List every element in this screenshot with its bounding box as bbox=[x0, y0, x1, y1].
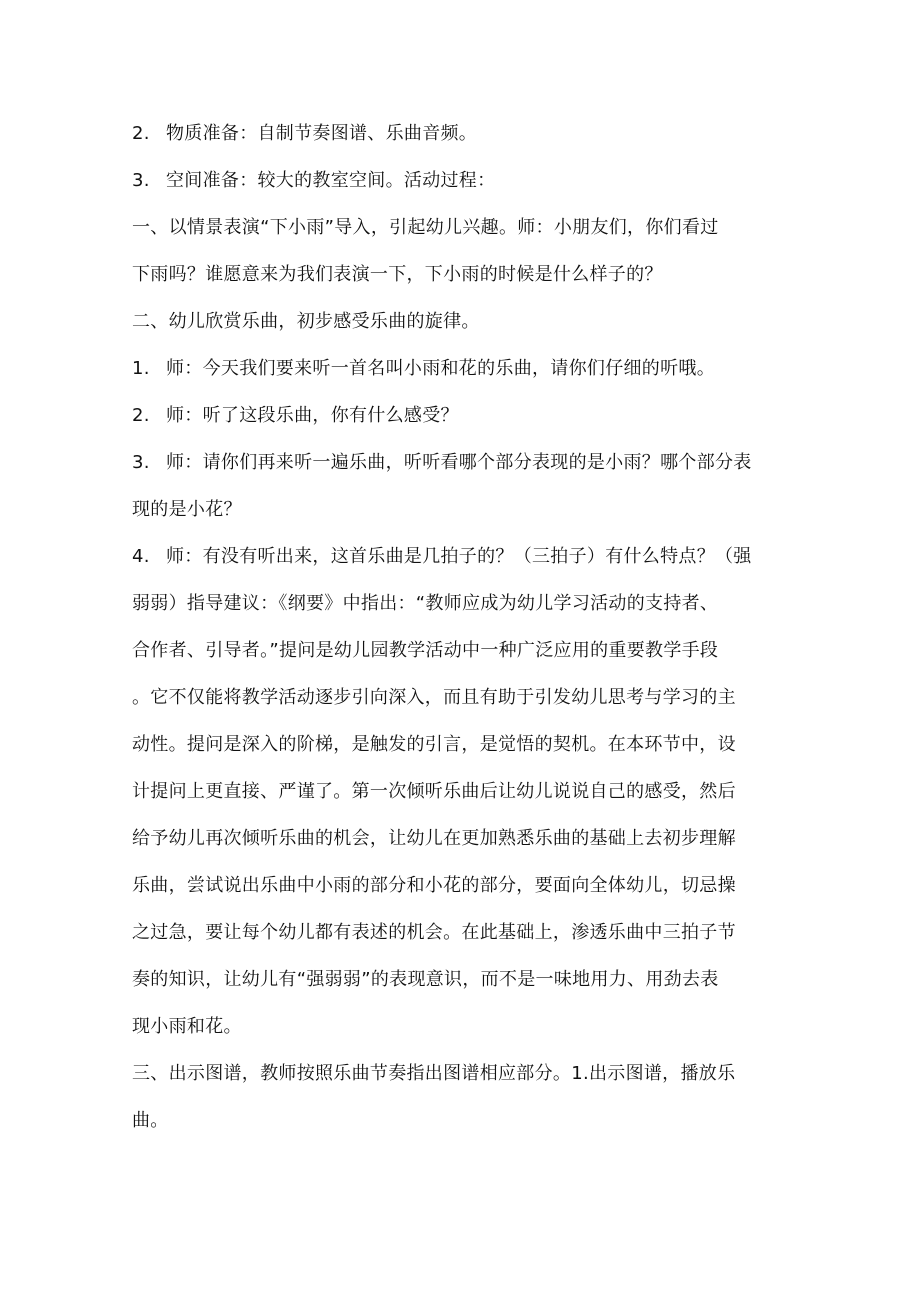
text-line bbox=[132, 404, 787, 428]
text-line bbox=[132, 122, 787, 146]
text-line bbox=[132, 1109, 787, 1133]
item-number: 2. bbox=[132, 123, 150, 144]
line-text: 动性。提问是深入的阶梯，是触发的引言，是觉悟的契机。在本环节中，设 bbox=[132, 734, 736, 755]
text-line bbox=[132, 545, 787, 569]
line-text: 师：听了这段乐曲，你有什么感受？ bbox=[166, 405, 459, 426]
item-number: 2. bbox=[132, 405, 150, 426]
line-text: 曲。 bbox=[132, 1110, 169, 1131]
text-line bbox=[132, 263, 787, 287]
line-text: 二、幼儿欣赏乐曲，初步感受乐曲的旋律。 bbox=[132, 311, 480, 332]
line-text: 弱弱）指导建议：《纲要》中指出：“教师应成为幼儿学习活动的支持者、 bbox=[132, 593, 719, 614]
text-line bbox=[132, 780, 787, 804]
item-number: 3. bbox=[132, 170, 150, 191]
line-text: 现小雨和花。 bbox=[132, 1016, 242, 1037]
text-line bbox=[132, 592, 787, 616]
document-body bbox=[132, 122, 787, 1156]
line-text: 计提问上更直接、严谨了。第一次倾听乐曲后让幼儿说说自己的感受，然后 bbox=[132, 781, 736, 802]
text-line bbox=[132, 639, 787, 663]
line-text: 师：请你们再来听一遍乐曲，听听看哪个部分表现的是小雨？哪个部分表 bbox=[166, 452, 752, 473]
text-line bbox=[132, 827, 787, 851]
text-line bbox=[132, 451, 787, 475]
text-line bbox=[132, 686, 787, 710]
line-text: 现的是小花？ bbox=[132, 499, 242, 520]
line-text: 师：今天我们要来听一首名叫小雨和花的乐曲，请你们仔细的听哦。 bbox=[166, 358, 715, 379]
text-line bbox=[132, 310, 787, 334]
line-text: 乐曲，尝试说出乐曲中小雨的部分和小花的部分，要面向全体幼儿，切忌操 bbox=[132, 875, 736, 896]
text-line bbox=[132, 498, 787, 522]
text-line bbox=[132, 1015, 787, 1039]
line-text: 合作者、引导者。”提问是幼儿园教学活动中一种广泛应用的重要教学手段 bbox=[132, 640, 719, 661]
item-number: 3. bbox=[132, 452, 150, 473]
line-text: 一、以情景表演“下小雨”导入，引起幼儿兴趣。师：小朋友们，你们看过 bbox=[132, 217, 719, 238]
text-line bbox=[132, 921, 787, 945]
text-line bbox=[132, 968, 787, 992]
text-line bbox=[132, 357, 787, 381]
line-text: 奏的知识，让幼儿有“强弱弱”的表现意识，而不是一味地用力、用劲去表 bbox=[132, 969, 719, 990]
text-line bbox=[132, 733, 787, 757]
line-text: 物质准备：自制节奏图谱、乐曲音频。 bbox=[166, 123, 478, 144]
line-text: 。它不仅能将教学活动逐步引向深入，而且有助于引发幼儿思考与学习的主 bbox=[132, 687, 736, 708]
text-line bbox=[132, 169, 787, 193]
text-line bbox=[132, 1062, 787, 1086]
line-text: 师：有没有听出来，这首乐曲是几拍子的？（三拍子）有什么特点？（强 bbox=[166, 546, 752, 567]
line-text: 空间准备：较大的教室空间。活动过程： bbox=[166, 170, 496, 191]
text-line bbox=[132, 216, 787, 240]
line-text: 给予幼儿再次倾听乐曲的机会，让幼儿在更加熟悉乐曲的基础上去初步理解 bbox=[132, 828, 736, 849]
text-line bbox=[132, 874, 787, 898]
line-text: 三、出示图谱，教师按照乐曲节奏指出图谱相应部分。1.出示图谱，播放乐 bbox=[132, 1063, 736, 1084]
item-number: 4. bbox=[132, 546, 150, 567]
item-number: 1. bbox=[132, 358, 150, 379]
line-text: 下雨吗？谁愿意来为我们表演一下，下小雨的时候是什么样子的？ bbox=[132, 264, 663, 285]
line-text: 之过急，要让每个幼儿都有表述的机会。在此基础上，渗透乐曲中三拍子节 bbox=[132, 922, 736, 943]
